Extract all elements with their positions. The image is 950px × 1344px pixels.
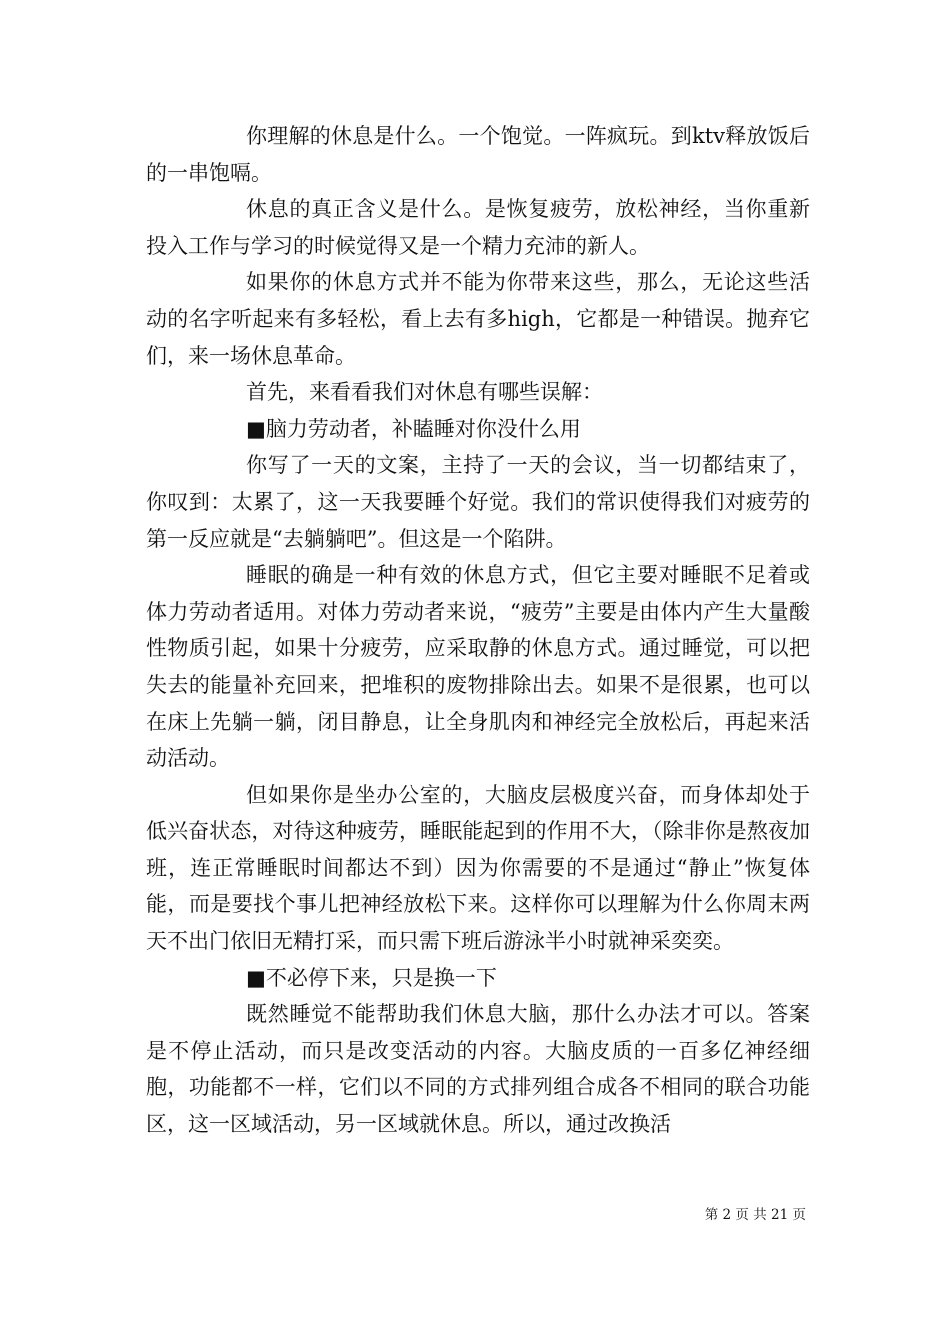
section-heading: ■不必停下来，只是换一下	[246, 965, 497, 990]
paragraph: 你理解的休息是什么。一个饱觉。一阵疯玩。到ktv释放饭后的一串饱嗝。	[146, 124, 810, 185]
paragraph: 睡眠的确是一种有效的休息方式，但它主要对睡眠不足着或体力劳动者适用。对体力劳动者来说，“疲劳”主要是由体内产生大量酸性物质引起，如果十分疲劳，应采取静的休息方式。通过睡觉，可以把失去的能量补充回来，把堆积的废物排除出去。如果不是很累，也可以在床上先躺一躺，闭目静息，让全身肌肉和神经完全放松后，再起来活动活动。	[146, 563, 810, 771]
document-body	[146, 118, 810, 1143]
section-heading: ■脑力劳动者，补瞌睡对你没什么用	[246, 416, 581, 441]
paragraph: 既然睡觉不能帮助我们休息大脑，那什么办法才可以。答案是不停止活动，而只是改变活动的内容。大脑皮质的一百多亿神经细胞，功能都不一样，它们以不同的方式排列组合成各不相同的联合功能区，这一区域活动，另一区域就休息。所以，通过改换活	[146, 1002, 810, 1137]
paragraph: 如果你的休息方式并不能为你带来这些，那么，无论这些活动的名字听起来有多轻松，看上去有多high，它都是一种错误。抛弃它们，来一场休息革命。	[146, 270, 810, 368]
paragraph: 你写了一天的文案，主持了一天的会议，当一切都结束了，你叹到：太累了，这一天我要睡个好觉。我们的常识使得我们对疲劳的第一反应就是“去躺躺吧”。但这是一个陷阱。	[146, 453, 810, 551]
paragraph: 但如果你是坐办公室的，大脑皮层极度兴奋，而身体却处于低兴奋状态，对待这种疲劳，睡眠能起到的作用不大，（除非你是熬夜加班，连正常睡眠时间都达不到）因为你需要的不是通过“静止”恢复体能，而是要找个事儿把神经放松下来。这样你可以理解为什么你周末两天不出门依旧无精打采，而只需下班后游泳半小时就神采奕奕。	[146, 782, 810, 954]
page-number-footer: 第 2 页 共 21 页	[704, 1207, 806, 1223]
paragraph: 休息的真正含义是什么。是恢复疲劳，放松神经，当你重新投入工作与学习的时候觉得又是一个精力充沛的新人。	[146, 197, 810, 258]
paragraph: 首先，来看看我们对休息有哪些误解：	[246, 380, 603, 405]
